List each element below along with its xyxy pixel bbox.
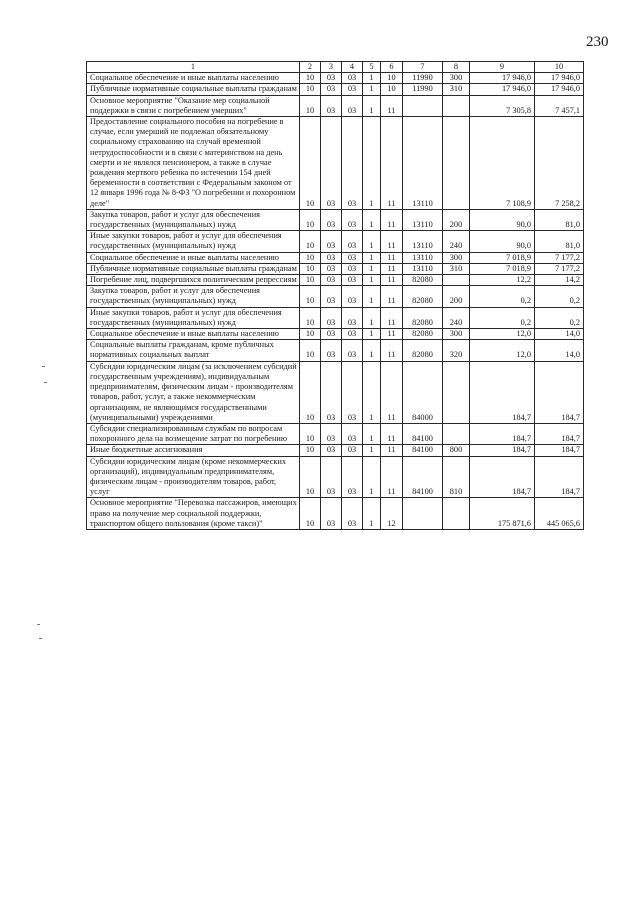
header-cell: 8	[443, 62, 470, 73]
event-cell: 11	[381, 340, 403, 361]
row-name-cell: Иные бюджетные ассигнования	[87, 445, 300, 456]
section-cell: 10	[300, 340, 321, 361]
direction-cell: 82080	[403, 307, 443, 328]
subsection-cell: 03	[321, 275, 342, 286]
table-row	[87, 456, 584, 498]
program-cell: 1	[363, 275, 381, 286]
amount-year2-cell: 184,7	[535, 456, 584, 498]
subsection-cell: 03	[321, 361, 342, 423]
program-cell: 1	[363, 95, 381, 116]
direction-cell: 82080	[403, 329, 443, 340]
amount-year1-cell: 175 871,6	[470, 498, 535, 530]
section-cell: 10	[300, 84, 321, 95]
row-name-cell: Субсидии юридическим лицам (за исключением субсидий государственным учреждениям), индивидуальным предпринимателям, физическим лицам - производителям товаров, работ, услуг, а также некоммерческим организациям, не являющимся государственными (муниципальными) учреждениями	[87, 361, 300, 423]
subsection-cell: 03	[321, 263, 342, 274]
section-cell: 10	[300, 445, 321, 456]
subsection-cell: 03	[321, 456, 342, 498]
subsection-cell: 03	[321, 307, 342, 328]
amount-year2-cell: 184,7	[535, 445, 584, 456]
header-cell: 2	[300, 62, 321, 73]
table-row	[87, 423, 584, 444]
program-cell: 1	[363, 329, 381, 340]
section-cell: 10	[300, 252, 321, 263]
header-cell: 4	[342, 62, 363, 73]
table-row	[87, 498, 584, 530]
subsection-code-cell: 03	[342, 84, 363, 95]
header-cell: 1	[87, 62, 300, 73]
header-cell: 3	[321, 62, 342, 73]
amount-year2-cell: 14,2	[535, 275, 584, 286]
direction-cell: 82080	[403, 286, 443, 307]
amount-year1-cell: 184,7	[470, 361, 535, 423]
direction-cell: 11990	[403, 73, 443, 84]
event-cell: 11	[381, 361, 403, 423]
header-cell: 5	[363, 62, 381, 73]
subsection-code-cell: 03	[342, 209, 363, 230]
subsection-code-cell: 03	[342, 73, 363, 84]
margin-mark	[37, 624, 40, 625]
subsection-cell: 03	[321, 84, 342, 95]
event-cell: 11	[381, 209, 403, 230]
header-row	[87, 62, 584, 73]
amount-year2-cell: 445 065,6	[535, 498, 584, 530]
subsection-code-cell: 03	[342, 340, 363, 361]
row-name-cell: Социальное обеспечение и иные выплаты населению	[87, 329, 300, 340]
program-cell: 1	[363, 340, 381, 361]
event-cell: 11	[381, 95, 403, 116]
budget-table	[86, 61, 584, 530]
event-cell: 11	[381, 117, 403, 210]
subsection-code-cell: 03	[342, 117, 363, 210]
subsection-code-cell: 03	[342, 361, 363, 423]
table-row	[87, 307, 584, 328]
subsection-cell: 03	[321, 73, 342, 84]
section-cell: 10	[300, 456, 321, 498]
expense-type-cell	[443, 498, 470, 530]
expense-type-cell: 240	[443, 307, 470, 328]
subsection-code-cell: 03	[342, 329, 363, 340]
section-cell: 10	[300, 231, 321, 252]
subsection-cell: 03	[321, 445, 342, 456]
amount-year2-cell: 14,0	[535, 340, 584, 361]
program-cell: 1	[363, 209, 381, 230]
table-row	[87, 286, 584, 307]
event-cell: 11	[381, 275, 403, 286]
subsection-code-cell: 03	[342, 231, 363, 252]
event-cell: 12	[381, 498, 403, 530]
direction-cell: 84100	[403, 456, 443, 498]
row-name-cell: Субсидии юридическим лицам (кроме некоммерческих организаций), индивидуальным предпринимателям, физическим лицам - производителям товаров, работ, услуг	[87, 456, 300, 498]
expense-type-cell: 810	[443, 456, 470, 498]
direction-cell: 13110	[403, 263, 443, 274]
direction-cell: 82080	[403, 275, 443, 286]
amount-year1-cell: 7 108,9	[470, 117, 535, 210]
margin-mark	[42, 366, 45, 367]
amount-year2-cell: 0,2	[535, 286, 584, 307]
row-name-cell: Предоставление социального пособия на погребение в случае, если умерший не подлежал обязательному социальному страхованию на случай временной нетрудоспособности и в связи с материнством на день смерти и не являлся пенсионером, а также в случае рождения мертвого ребенка по истечении 154 дней беременности в соответствии с Федеральным законом от 12 января 1996 года № 8-ФЗ "О погребении и похоронном деле"	[87, 117, 300, 210]
header-cell: 7	[403, 62, 443, 73]
amount-year1-cell: 90,0	[470, 231, 535, 252]
amount-year2-cell: 184,7	[535, 361, 584, 423]
subsection-code-cell: 03	[342, 456, 363, 498]
amount-year2-cell: 7 177,2	[535, 252, 584, 263]
section-cell: 10	[300, 361, 321, 423]
event-cell: 11	[381, 252, 403, 263]
direction-cell	[403, 95, 443, 116]
program-cell: 1	[363, 84, 381, 95]
amount-year2-cell: 7 457,1	[535, 95, 584, 116]
amount-year1-cell: 7 305,8	[470, 95, 535, 116]
amount-year2-cell: 17 946,0	[535, 73, 584, 84]
program-cell: 1	[363, 231, 381, 252]
expense-type-cell: 300	[443, 252, 470, 263]
expense-type-cell	[443, 117, 470, 210]
expense-type-cell: 200	[443, 286, 470, 307]
subsection-cell: 03	[321, 231, 342, 252]
amount-year2-cell: 184,7	[535, 423, 584, 444]
amount-year1-cell: 184,7	[470, 423, 535, 444]
program-cell: 1	[363, 286, 381, 307]
amount-year2-cell: 81,0	[535, 231, 584, 252]
program-cell: 1	[363, 423, 381, 444]
amount-year1-cell: 12,2	[470, 275, 535, 286]
section-cell: 10	[300, 275, 321, 286]
subsection-cell: 03	[321, 286, 342, 307]
subsection-cell: 03	[321, 252, 342, 263]
subsection-cell: 03	[321, 340, 342, 361]
expense-type-cell	[443, 95, 470, 116]
amount-year2-cell: 7 177,2	[535, 263, 584, 274]
amount-year1-cell: 12,0	[470, 340, 535, 361]
section-cell: 10	[300, 423, 321, 444]
row-name-cell: Публичные нормативные социальные выплаты гражданам	[87, 84, 300, 95]
margin-mark	[44, 382, 47, 383]
header-cell: 6	[381, 62, 403, 73]
table-row	[87, 73, 584, 84]
direction-cell: 13110	[403, 209, 443, 230]
expense-type-cell: 300	[443, 73, 470, 84]
row-name-cell: Закупка товаров, работ и услуг для обеспечения государственных (муниципальных) нужд	[87, 209, 300, 230]
subsection-cell: 03	[321, 423, 342, 444]
direction-cell: 84100	[403, 423, 443, 444]
section-cell: 10	[300, 286, 321, 307]
header-cell: 10	[535, 62, 584, 73]
event-cell: 11	[381, 307, 403, 328]
table-row	[87, 117, 584, 210]
expense-type-cell: 310	[443, 84, 470, 95]
subsection-code-cell: 03	[342, 307, 363, 328]
event-cell: 11	[381, 286, 403, 307]
table-row	[87, 329, 584, 340]
direction-cell: 13110	[403, 252, 443, 263]
row-name-cell: Социальное обеспечение и иные выплаты населению	[87, 252, 300, 263]
subsection-cell: 03	[321, 329, 342, 340]
row-name-cell: Социальные выплаты гражданам, кроме публичных нормативных социальных выплат	[87, 340, 300, 361]
event-cell: 10	[381, 73, 403, 84]
event-cell: 11	[381, 329, 403, 340]
event-cell: 11	[381, 263, 403, 274]
section-cell: 10	[300, 263, 321, 274]
section-cell: 10	[300, 307, 321, 328]
program-cell: 1	[363, 445, 381, 456]
table-row	[87, 263, 584, 274]
amount-year1-cell: 184,7	[470, 456, 535, 498]
section-cell: 10	[300, 209, 321, 230]
direction-cell	[403, 498, 443, 530]
subsection-code-cell: 03	[342, 286, 363, 307]
direction-cell: 82080	[403, 340, 443, 361]
event-cell: 11	[381, 423, 403, 444]
expense-type-cell: 320	[443, 340, 470, 361]
direction-cell: 11990	[403, 84, 443, 95]
amount-year1-cell: 0,2	[470, 307, 535, 328]
expense-type-cell: 310	[443, 263, 470, 274]
table-row	[87, 445, 584, 456]
row-name-cell: Иные закупки товаров, работ и услуг для обеспечения государственных (муниципальных) нужд	[87, 231, 300, 252]
amount-year2-cell: 0,2	[535, 307, 584, 328]
expense-type-cell: 240	[443, 231, 470, 252]
amount-year1-cell: 12,0	[470, 329, 535, 340]
amount-year2-cell: 17 946,0	[535, 84, 584, 95]
row-name-cell: Социальное обеспечение и иные выплаты населению	[87, 73, 300, 84]
page-number: 230	[586, 34, 609, 50]
table-row	[87, 340, 584, 361]
program-cell: 1	[363, 361, 381, 423]
amount-year1-cell: 17 946,0	[470, 84, 535, 95]
program-cell: 1	[363, 307, 381, 328]
amount-year2-cell: 81,0	[535, 209, 584, 230]
expense-type-cell: 300	[443, 329, 470, 340]
section-cell: 10	[300, 95, 321, 116]
event-cell: 11	[381, 456, 403, 498]
section-cell: 10	[300, 329, 321, 340]
subsection-cell: 03	[321, 498, 342, 530]
subsection-code-cell: 03	[342, 263, 363, 274]
subsection-code-cell: 03	[342, 445, 363, 456]
expense-type-cell: 800	[443, 445, 470, 456]
row-name-cell: Субсидии специализированным службам по вопросам похоронного дела на возмещение затрат по погребению	[87, 423, 300, 444]
row-name-cell: Иные закупки товаров, работ и услуг для обеспечения государственных (муниципальных) нужд	[87, 307, 300, 328]
program-cell: 1	[363, 498, 381, 530]
header-cell: 9	[470, 62, 535, 73]
subsection-code-cell: 03	[342, 252, 363, 263]
subsection-cell: 03	[321, 209, 342, 230]
program-cell: 1	[363, 117, 381, 210]
row-name-cell: Публичные нормативные социальные выплаты гражданам	[87, 263, 300, 274]
amount-year1-cell: 184,7	[470, 445, 535, 456]
amount-year1-cell: 7 018,9	[470, 252, 535, 263]
subsection-code-cell: 03	[342, 423, 363, 444]
expense-type-cell	[443, 423, 470, 444]
table-row	[87, 231, 584, 252]
event-cell: 11	[381, 231, 403, 252]
subsection-code-cell: 03	[342, 275, 363, 286]
subsection-code-cell: 03	[342, 95, 363, 116]
expense-type-cell: 200	[443, 209, 470, 230]
subsection-cell: 03	[321, 117, 342, 210]
direction-cell: 84000	[403, 361, 443, 423]
margin-mark	[39, 638, 42, 639]
row-name-cell: Основное мероприятие "Оказание мер социальной поддержки в связи с погребением умерших"	[87, 95, 300, 116]
direction-cell: 13110	[403, 231, 443, 252]
program-cell: 1	[363, 456, 381, 498]
row-name-cell: Погребение лиц, подвергшихся политическим репрессиям	[87, 275, 300, 286]
table-row	[87, 275, 584, 286]
table-row	[87, 209, 584, 230]
table-row	[87, 84, 584, 95]
section-cell: 10	[300, 117, 321, 210]
program-cell: 1	[363, 263, 381, 274]
event-cell: 10	[381, 84, 403, 95]
table-row	[87, 252, 584, 263]
amount-year1-cell: 90,0	[470, 209, 535, 230]
section-cell: 10	[300, 73, 321, 84]
amount-year1-cell: 0,2	[470, 286, 535, 307]
expense-type-cell	[443, 361, 470, 423]
amount-year1-cell: 17 946,0	[470, 73, 535, 84]
section-cell: 10	[300, 498, 321, 530]
amount-year2-cell: 14,0	[535, 329, 584, 340]
row-name-cell: Закупка товаров, работ и услуг для обеспечения государственных (муниципальных) нужд	[87, 286, 300, 307]
program-cell: 1	[363, 73, 381, 84]
program-cell: 1	[363, 252, 381, 263]
direction-cell: 84100	[403, 445, 443, 456]
direction-cell: 13110	[403, 117, 443, 210]
subsection-cell: 03	[321, 95, 342, 116]
table-row	[87, 95, 584, 116]
event-cell: 11	[381, 445, 403, 456]
amount-year2-cell: 7 258,2	[535, 117, 584, 210]
table-body	[87, 73, 584, 530]
amount-year1-cell: 7 018,9	[470, 263, 535, 274]
table-row	[87, 361, 584, 423]
expense-type-cell	[443, 275, 470, 286]
row-name-cell: Основное мероприятие "Перевозка пассажиров, имеющих право на получение мер социальной поддержки, транспортом общего пользования (кроме такси)"	[87, 498, 300, 530]
subsection-code-cell: 03	[342, 498, 363, 530]
